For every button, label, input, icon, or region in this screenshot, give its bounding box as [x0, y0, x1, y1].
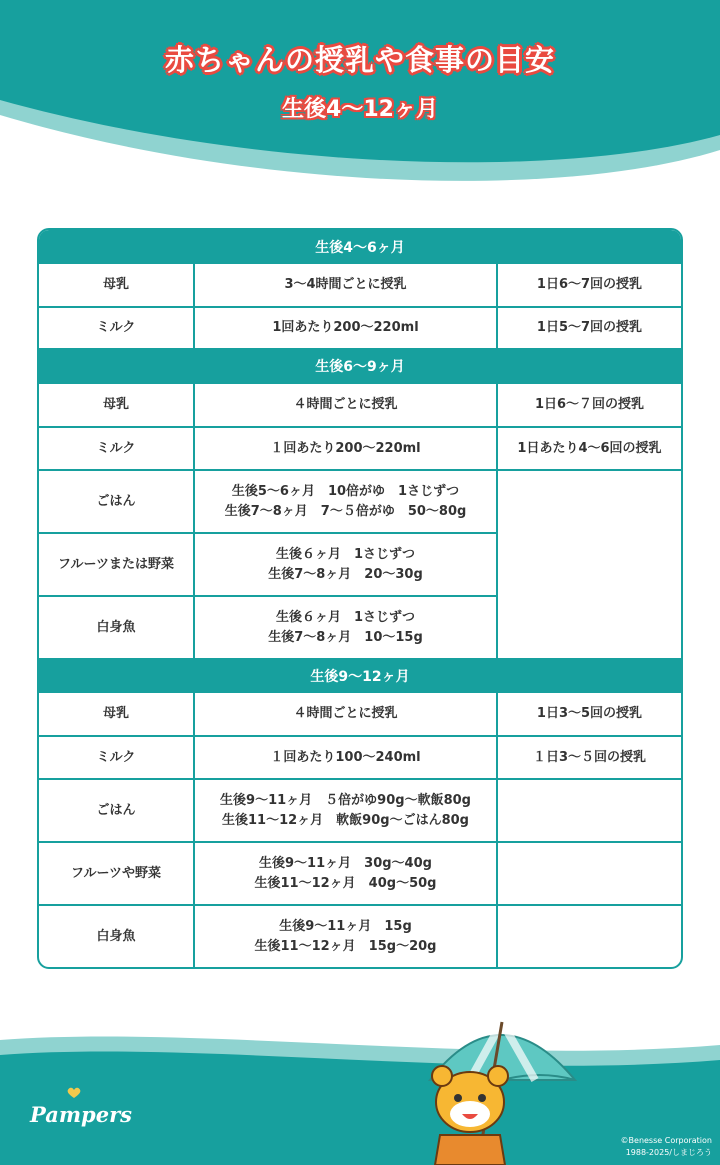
brand-name: Pampers	[30, 1102, 132, 1127]
row-label: フルーツまたは野菜	[39, 534, 195, 595]
row-note	[498, 906, 681, 967]
section-heading-6-9	[39, 348, 681, 384]
row-detail: 1回あたり200〜220ml	[195, 308, 498, 348]
table-row	[39, 428, 681, 469]
row-detail: １回あたり200〜220ml	[195, 428, 498, 469]
feeding-guide-table	[37, 228, 683, 969]
row-note	[498, 534, 681, 595]
row-label: 母乳	[39, 384, 195, 426]
row-detail: １回あたり100〜240ml	[195, 737, 498, 778]
section-heading-9-12	[39, 658, 681, 693]
section-heading-4-6	[39, 230, 681, 264]
table-row	[39, 597, 681, 658]
row-detail: 生後9〜11ヶ月 30g〜40g 生後11〜12ヶ月 40g〜50g	[195, 843, 498, 904]
row-note: 1日3〜5回の授乳	[536, 706, 643, 721]
row-note: １日3〜５回の授乳	[532, 749, 647, 765]
row-label: ごはん	[39, 471, 195, 532]
table-row	[39, 780, 681, 841]
row-note: 1日6〜７回の授乳	[534, 397, 645, 412]
table-row	[39, 308, 681, 348]
row-note	[498, 471, 681, 532]
row-detail: 生後5〜6ヶ月 10倍がゆ 1さじずつ 生後7〜8ヶ月 7〜５倍がゆ 50〜80g	[195, 471, 498, 532]
section-heading-text: 生後9〜12ヶ月	[310, 668, 410, 685]
copyright-line: ©Benesse Corporation	[620, 1136, 712, 1145]
row-label: ミルク	[39, 308, 195, 348]
row-label: ごはん	[39, 780, 195, 841]
table-row	[39, 693, 681, 735]
row-note: 1日あたり4〜6回の授乳	[517, 440, 662, 456]
section-heading-text: 生後4〜6ヶ月	[315, 240, 405, 256]
page-subtitle: 生後4〜12ヶ月	[282, 97, 438, 122]
copyright-notice	[621, 1135, 712, 1159]
table-row	[39, 737, 681, 778]
row-detail: 生後9〜11ヶ月 ５倍がゆ90g〜軟飯80g 生後11〜12ヶ月 軟飯90g〜ごはん80g	[195, 780, 498, 841]
row-detail: ４時間ごとに授乳	[195, 384, 498, 426]
row-label: 母乳	[39, 693, 195, 735]
section-heading-text: 生後6〜9ヶ月	[315, 359, 405, 375]
row-label: ミルク	[39, 428, 195, 469]
row-label: 白身魚	[39, 597, 195, 658]
table-row	[39, 906, 681, 967]
tiger-umbrella-icon	[410, 1010, 590, 1165]
row-detail: 3〜4時間ごとに授乳	[195, 264, 498, 306]
row-note: 1日6〜7回の授乳	[536, 277, 643, 292]
row-label: 白身魚	[39, 906, 195, 967]
row-detail: 生後６ヶ月 1さじずつ 生後7〜8ヶ月 10〜15g	[195, 597, 498, 658]
row-note: 1日5〜7回の授乳	[536, 320, 643, 335]
row-detail: 生後６ヶ月 1さじずつ 生後7〜8ヶ月 20〜30g	[195, 534, 498, 595]
row-note	[498, 780, 681, 841]
row-detail: 生後9〜11ヶ月 15g 生後11〜12ヶ月 15g〜20g	[195, 906, 498, 967]
row-detail: ４時間ごとに授乳	[195, 693, 498, 735]
row-note	[498, 597, 681, 658]
page-title: 赤ちゃんの授乳や食事の目安	[164, 43, 555, 77]
table-row	[39, 264, 681, 306]
row-note	[498, 843, 681, 904]
pampers-logo	[30, 1091, 132, 1127]
table-row	[39, 534, 681, 595]
table-row	[39, 471, 681, 532]
heart-icon	[66, 1087, 82, 1099]
copyright-line: 1988-2025/しまじろう	[625, 1148, 712, 1157]
table-row	[39, 843, 681, 904]
row-label: フルーツや野菜	[39, 843, 195, 904]
row-label: ミルク	[39, 737, 195, 778]
row-label: 母乳	[39, 264, 195, 306]
table-row	[39, 384, 681, 426]
